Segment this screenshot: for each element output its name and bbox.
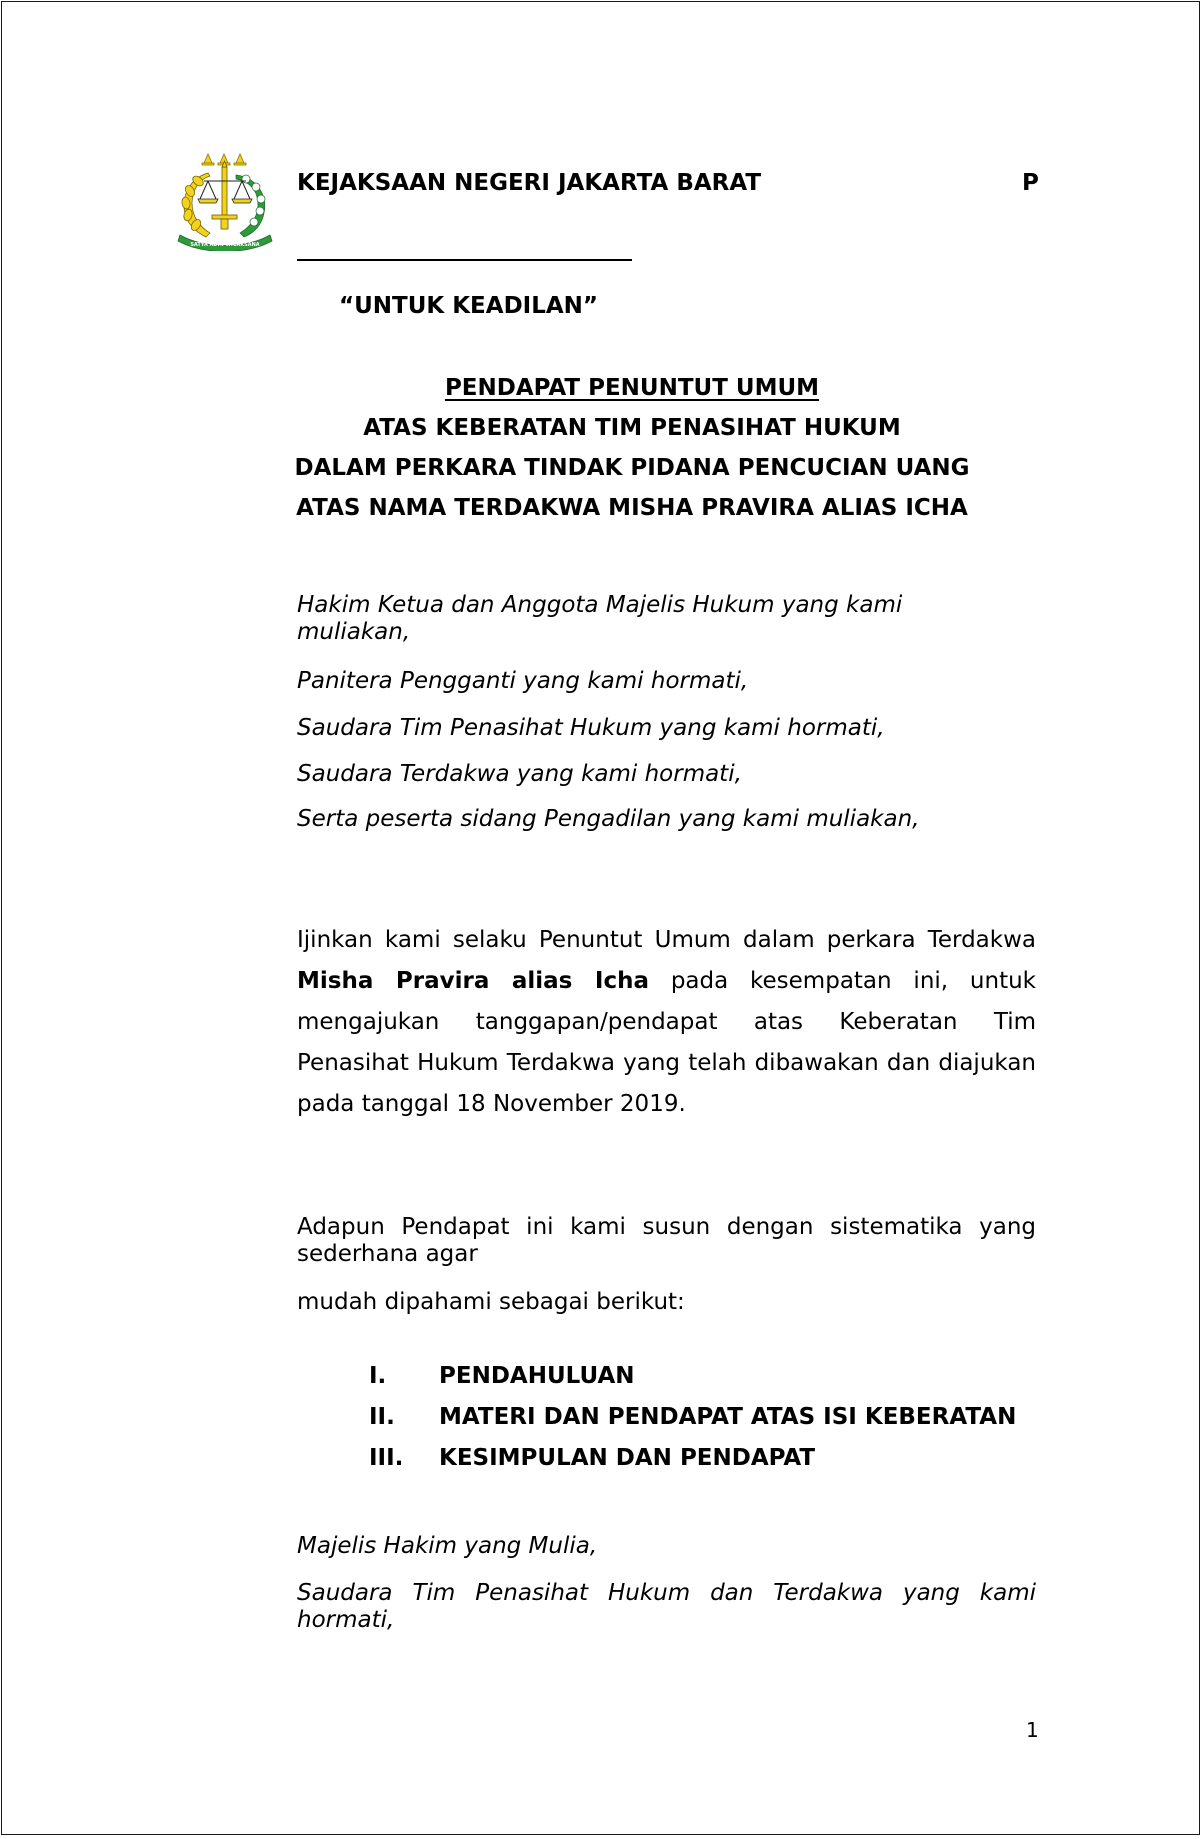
header-rule-divider bbox=[297, 259, 632, 261]
structure-intro-paragraph: Adapun Pendapat ini kami susun dengan sistematika yang sederhana agar bbox=[297, 1214, 1036, 1267]
document-page bbox=[1, 1, 1200, 1835]
organization-name: KEJAKSAAN NEGERI JAKARTA BARAT bbox=[297, 170, 762, 196]
motto: “UNTUK KEADILAN” bbox=[339, 293, 599, 319]
outline-label: MATERI DAN PENDAPAT ATAS ISI KEBERATAN bbox=[439, 1404, 1017, 1430]
salutation-4: Saudara Terdakwa yang kami hormati, bbox=[297, 761, 742, 787]
outline-number: III. bbox=[369, 1445, 404, 1471]
salutation-1: Hakim Ketua dan Anggota Majelis Hukum yang kami muliakan, bbox=[297, 592, 903, 645]
outline-number: II. bbox=[369, 1404, 395, 1430]
outline-label: KESIMPULAN DAN PENDAPAT bbox=[439, 1445, 816, 1471]
paragraph-intro: Ijinkan kami selaku Penuntut Umum dalam perkara Terdakwa bbox=[297, 927, 1036, 953]
closing-salutation-1: Majelis Hakim yang Mulia, bbox=[297, 1533, 598, 1559]
closing-salutation-2: Saudara Tim Penasihat Hukum dan Terdakwa yang kami hormati, bbox=[297, 1580, 1036, 1633]
salutation-2: Panitera Pengganti yang kami hormati, bbox=[297, 668, 749, 694]
document-title: PENDAPAT PENUNTUT UMUM bbox=[444, 375, 820, 401]
page-number: 1 bbox=[1026, 1718, 1039, 1742]
opening-paragraph bbox=[297, 920, 1036, 1125]
title-line-3: DALAM PERKARA TINDAK PIDANA PENCUCIAN UANG bbox=[294, 455, 970, 481]
form-code: P bbox=[1022, 170, 1039, 196]
salutation-3: Saudara Tim Penasihat Hukum yang kami hormati, bbox=[297, 715, 885, 741]
salutation-5: Serta peserta sidang Pengadilan yang kami muliakan, bbox=[297, 806, 920, 832]
title-line-2: ATAS KEBERATAN TIM PENASIHAT HUKUM bbox=[363, 415, 901, 441]
structure-intro-continuation: mudah dipahami sebagai berikut: bbox=[297, 1289, 685, 1315]
title-line-1 bbox=[202, 375, 1062, 402]
paragraph-rest: pada kesempatan ini, untuk mengajukan tanggapan/pendapat atas Keberatan Tim Penasihat Hukum Terdakwa yang telah dibawakan dan diajukan pada tanggal 18 November 2019. bbox=[297, 968, 1036, 1117]
outline-number: I. bbox=[369, 1363, 387, 1389]
kejaksaan-emblem-logo bbox=[174, 151, 276, 251]
defendant-name: Misha Pravira alias Icha bbox=[297, 968, 649, 994]
emblem-icon bbox=[174, 151, 276, 251]
title-line-4: ATAS NAMA TERDAKWA MISHA PRAVIRA ALIAS ICHA bbox=[296, 495, 968, 521]
svg-text:SATYA ADHI WICAKSANA: SATYA ADHI WICAKSANA bbox=[190, 242, 260, 248]
outline-label: PENDAHULUAN bbox=[439, 1363, 635, 1389]
